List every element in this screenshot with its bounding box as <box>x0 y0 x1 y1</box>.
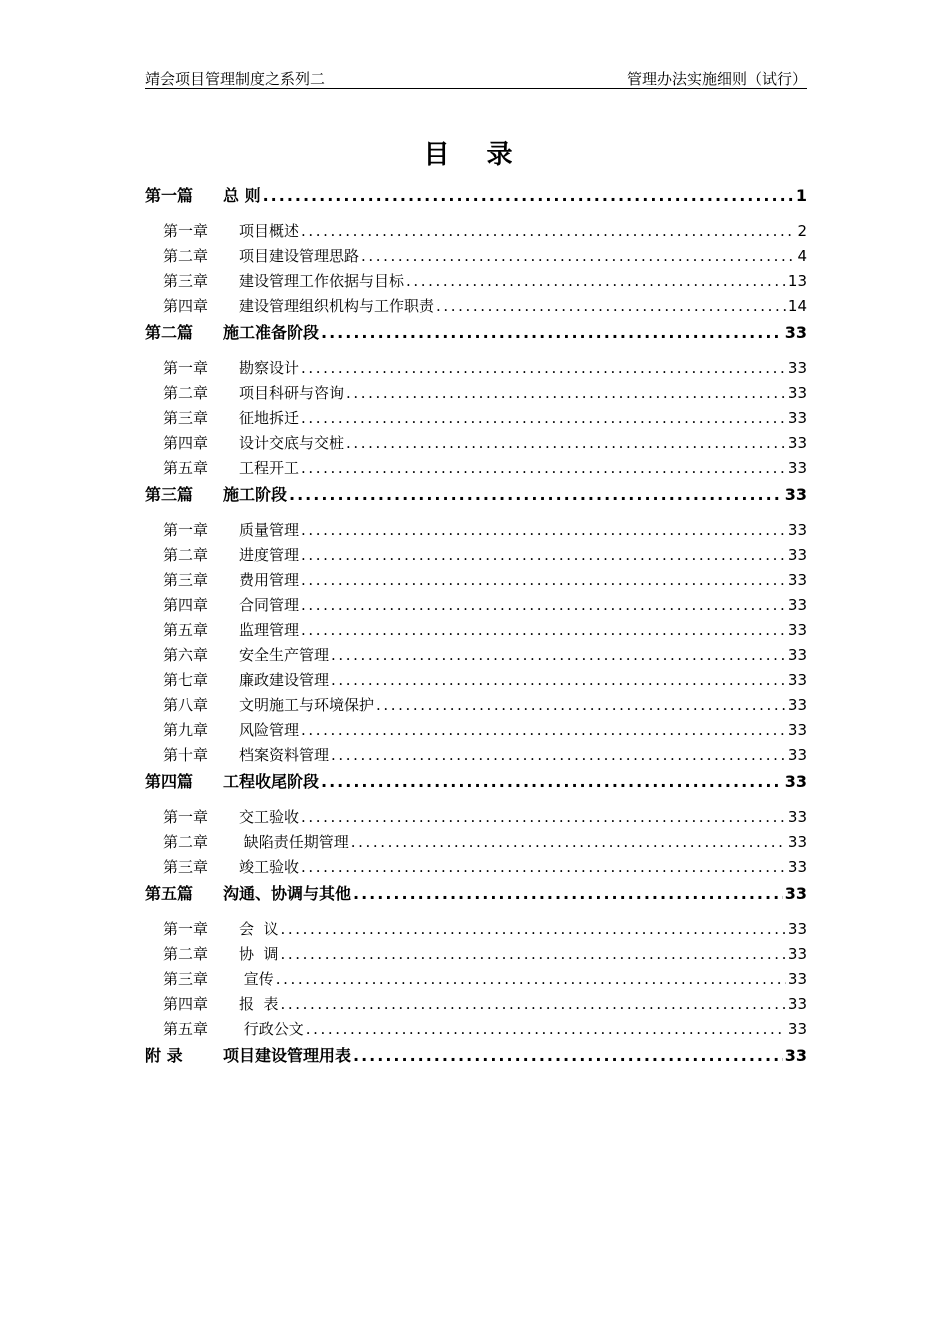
toc-chapter-number: 第二章 <box>163 945 209 963</box>
toc-part-number: 第四篇 <box>145 772 194 791</box>
toc-dot-leader <box>301 718 786 743</box>
toc-chapter-entry[interactable] <box>145 406 807 431</box>
toc-chapter-entry[interactable] <box>145 693 807 718</box>
toc-chapter-page: 33 <box>787 858 807 876</box>
toc-chapter-page: 33 <box>787 596 807 614</box>
toc-chapter-entry[interactable] <box>145 381 807 406</box>
toc-chapter-entry[interactable] <box>145 805 807 830</box>
toc-chapter-number: 第三章 <box>163 571 209 589</box>
toc-chapter-page: 33 <box>787 434 807 452</box>
toc-dot-leader <box>301 593 786 618</box>
toc-dot-leader <box>361 244 795 269</box>
toc-chapter-title: 交工验收 <box>239 808 300 826</box>
toc-dot-leader <box>331 643 786 668</box>
toc-part-entry[interactable] <box>145 880 807 908</box>
table-of-contents <box>145 182 807 1070</box>
toc-chapter-page: 33 <box>787 808 807 826</box>
toc-chapter-page: 33 <box>787 696 807 714</box>
toc-chapter-page: 4 <box>797 247 807 265</box>
toc-chapter-page: 33 <box>787 920 807 938</box>
toc-part-number: 第三篇 <box>145 485 194 504</box>
toc-dot-leader <box>301 518 786 543</box>
toc-spacer <box>145 347 807 356</box>
toc-chapter-title: 进度管理 <box>239 546 300 564</box>
toc-dot-leader <box>376 693 786 718</box>
toc-chapter-title: 会 议 <box>239 920 279 938</box>
toc-chapter-title: 建设管理组织机构与工作职责 <box>239 297 435 315</box>
toc-chapter-page: 33 <box>787 945 807 963</box>
toc-chapter-page: 33 <box>787 746 807 764</box>
toc-chapter-number: 第一章 <box>163 222 209 240</box>
toc-chapter-number: 第四章 <box>163 995 209 1013</box>
toc-chapter-number: 第四章 <box>163 297 209 315</box>
toc-part-entry[interactable] <box>145 481 807 509</box>
toc-chapter-page: 33 <box>787 721 807 739</box>
toc-chapter-entry[interactable] <box>145 967 807 992</box>
toc-chapter-page: 33 <box>787 995 807 1013</box>
toc-chapter-title: 建设管理工作依据与目标 <box>239 272 405 290</box>
toc-dot-leader <box>321 319 783 347</box>
toc-chapter-page: 33 <box>787 359 807 377</box>
toc-dot-leader <box>276 967 786 992</box>
toc-chapter-title: 设计交底与交桩 <box>239 434 345 452</box>
toc-dot-leader <box>263 182 794 210</box>
toc-part-entry[interactable] <box>145 319 807 347</box>
toc-chapter-title: 宣传 <box>239 970 274 988</box>
toc-chapter-entry[interactable] <box>145 294 807 319</box>
toc-dot-leader <box>346 431 786 456</box>
toc-dot-leader <box>351 830 786 855</box>
toc-dot-leader <box>436 294 786 319</box>
toc-chapter-title: 项目建设管理思路 <box>239 247 360 265</box>
toc-chapter-number: 第一章 <box>163 521 209 539</box>
toc-dot-leader <box>281 942 786 967</box>
toc-chapter-number: 第一章 <box>163 808 209 826</box>
toc-chapter-number: 第七章 <box>163 671 209 689</box>
toc-dot-leader <box>346 381 786 406</box>
toc-dot-leader <box>321 768 783 796</box>
toc-chapter-number: 第三章 <box>163 970 209 988</box>
toc-chapter-number: 第六章 <box>163 646 209 664</box>
toc-chapter-title: 安全生产管理 <box>239 646 330 664</box>
toc-chapter-number: 第二章 <box>163 546 209 564</box>
toc-dot-leader <box>406 269 786 294</box>
toc-chapter-page: 33 <box>787 571 807 589</box>
toc-chapter-number: 第二章 <box>163 384 209 402</box>
toc-chapter-title: 勘察设计 <box>239 359 300 377</box>
toc-chapter-entry[interactable] <box>145 718 807 743</box>
toc-part-entry[interactable] <box>145 1042 807 1070</box>
toc-part-page: 1 <box>795 186 807 205</box>
toc-chapter-number: 第五章 <box>163 621 209 639</box>
toc-chapter-entry[interactable] <box>145 855 807 880</box>
toc-spacer <box>145 796 807 805</box>
toc-part-number: 第五篇 <box>145 884 194 903</box>
toc-part-entry[interactable] <box>145 768 807 796</box>
toc-chapter-number: 第三章 <box>163 272 209 290</box>
toc-chapter-number: 第三章 <box>163 858 209 876</box>
toc-chapter-page: 33 <box>787 833 807 851</box>
toc-chapter-entry[interactable] <box>145 518 807 543</box>
toc-part-title: 沟通、协调与其他 <box>223 884 352 903</box>
toc-chapter-entry[interactable] <box>145 568 807 593</box>
toc-chapter-page: 33 <box>787 459 807 477</box>
toc-chapter-page: 33 <box>787 409 807 427</box>
toc-chapter-entry[interactable] <box>145 269 807 294</box>
header-left-text: 靖会项目管理制度之系列二 <box>145 70 326 88</box>
toc-chapter-entry[interactable] <box>145 431 807 456</box>
toc-chapter-entry[interactable] <box>145 244 807 269</box>
toc-chapter-title: 监理管理 <box>239 621 300 639</box>
toc-part-page: 33 <box>784 485 807 504</box>
toc-part-page: 33 <box>784 772 807 791</box>
toc-dot-leader <box>301 618 786 643</box>
toc-chapter-title: 工程开工 <box>239 459 300 477</box>
toc-chapter-title: 缺陷责任期管理 <box>239 833 349 851</box>
toc-chapter-entry[interactable] <box>145 992 807 1017</box>
toc-chapter-number: 第五章 <box>163 1020 209 1038</box>
toc-dot-leader <box>301 406 786 431</box>
toc-dot-leader <box>289 481 783 509</box>
toc-chapter-number: 第二章 <box>163 833 209 851</box>
toc-part-number: 第二篇 <box>145 323 194 342</box>
toc-chapter-number: 第二章 <box>163 247 209 265</box>
toc-dot-leader <box>306 1017 786 1042</box>
toc-part-entry[interactable] <box>145 182 807 210</box>
page-header <box>145 68 807 89</box>
toc-chapter-title: 报 表 <box>239 995 279 1013</box>
toc-dot-leader <box>301 855 786 880</box>
toc-chapter-title: 协 调 <box>239 945 279 963</box>
toc-chapter-number: 第一章 <box>163 920 209 938</box>
toc-part-title: 工程收尾阶段 <box>223 772 320 791</box>
toc-part-number: 附 录 <box>145 1046 183 1065</box>
toc-spacer <box>145 908 807 917</box>
toc-chapter-page: 33 <box>787 1020 807 1038</box>
toc-chapter-title: 文明施工与环境保护 <box>239 696 375 714</box>
toc-chapter-entry[interactable] <box>145 1017 807 1042</box>
toc-dot-leader <box>281 917 786 942</box>
toc-chapter-entry[interactable] <box>145 917 807 942</box>
toc-chapter-title: 竣工验收 <box>239 858 300 876</box>
toc-chapter-title: 档案资料管理 <box>239 746 330 764</box>
toc-chapter-page: 33 <box>787 546 807 564</box>
toc-dot-leader <box>301 805 786 830</box>
toc-chapter-number: 第三章 <box>163 409 209 427</box>
toc-part-title: 施工准备阶段 <box>223 323 320 342</box>
header-right-text: 管理办法实施细则（试行） <box>626 70 807 88</box>
toc-chapter-entry[interactable] <box>145 456 807 481</box>
toc-chapter-entry[interactable] <box>145 668 807 693</box>
toc-chapter-page: 13 <box>787 272 807 290</box>
toc-chapter-entry[interactable] <box>145 618 807 643</box>
toc-dot-leader <box>331 668 786 693</box>
toc-chapter-title: 风险管理 <box>239 721 300 739</box>
toc-chapter-page: 33 <box>787 384 807 402</box>
toc-part-page: 33 <box>784 1046 807 1065</box>
toc-spacer <box>145 210 807 219</box>
toc-chapter-entry[interactable] <box>145 743 807 768</box>
toc-title: 目 录 <box>423 140 527 170</box>
toc-chapter-page: 33 <box>787 970 807 988</box>
toc-chapter-page: 33 <box>787 646 807 664</box>
toc-chapter-title: 行政公文 <box>239 1020 304 1038</box>
toc-chapter-number: 第一章 <box>163 359 209 377</box>
toc-part-title: 施工阶段 <box>223 485 288 504</box>
toc-dot-leader <box>301 456 786 481</box>
toc-chapter-number: 第十章 <box>163 746 209 764</box>
toc-dot-leader <box>301 568 786 593</box>
toc-chapter-page: 33 <box>787 671 807 689</box>
toc-chapter-number: 第八章 <box>163 696 209 714</box>
toc-dot-leader <box>301 219 795 244</box>
toc-part-title: 总 则 <box>223 186 261 205</box>
toc-chapter-entry[interactable] <box>145 219 807 244</box>
toc-chapter-entry[interactable] <box>145 942 807 967</box>
toc-chapter-title: 廉政建设管理 <box>239 671 330 689</box>
toc-part-number: 第一篇 <box>145 186 194 205</box>
toc-dot-leader <box>353 1042 783 1070</box>
toc-chapter-entry[interactable] <box>145 356 807 381</box>
toc-chapter-number: 第五章 <box>163 459 209 477</box>
toc-chapter-title: 质量管理 <box>239 521 300 539</box>
toc-chapter-page: 33 <box>787 621 807 639</box>
toc-chapter-title: 项目概述 <box>239 222 300 240</box>
toc-chapter-title: 征地拆迁 <box>239 409 300 427</box>
toc-chapter-page: 33 <box>787 521 807 539</box>
toc-chapter-title: 合同管理 <box>239 596 300 614</box>
toc-chapter-entry[interactable] <box>145 643 807 668</box>
toc-dot-leader <box>331 743 786 768</box>
toc-dot-leader <box>301 356 786 381</box>
toc-part-title: 项目建设管理用表 <box>223 1046 352 1065</box>
toc-part-page: 33 <box>784 884 807 903</box>
toc-chapter-entry[interactable] <box>145 593 807 618</box>
toc-dot-leader <box>301 543 786 568</box>
toc-chapter-title: 项目科研与咨询 <box>239 384 345 402</box>
toc-chapter-entry[interactable] <box>145 830 807 855</box>
toc-chapter-page: 14 <box>787 297 807 315</box>
toc-chapter-number: 第四章 <box>163 596 209 614</box>
toc-chapter-entry[interactable] <box>145 543 807 568</box>
toc-chapter-number: 第四章 <box>163 434 209 452</box>
toc-chapter-title: 费用管理 <box>239 571 300 589</box>
toc-spacer <box>145 509 807 518</box>
toc-chapter-number: 第九章 <box>163 721 209 739</box>
toc-dot-leader <box>281 992 786 1017</box>
toc-dot-leader <box>353 880 783 908</box>
toc-part-page: 33 <box>784 323 807 342</box>
toc-chapter-page: 2 <box>797 222 807 240</box>
